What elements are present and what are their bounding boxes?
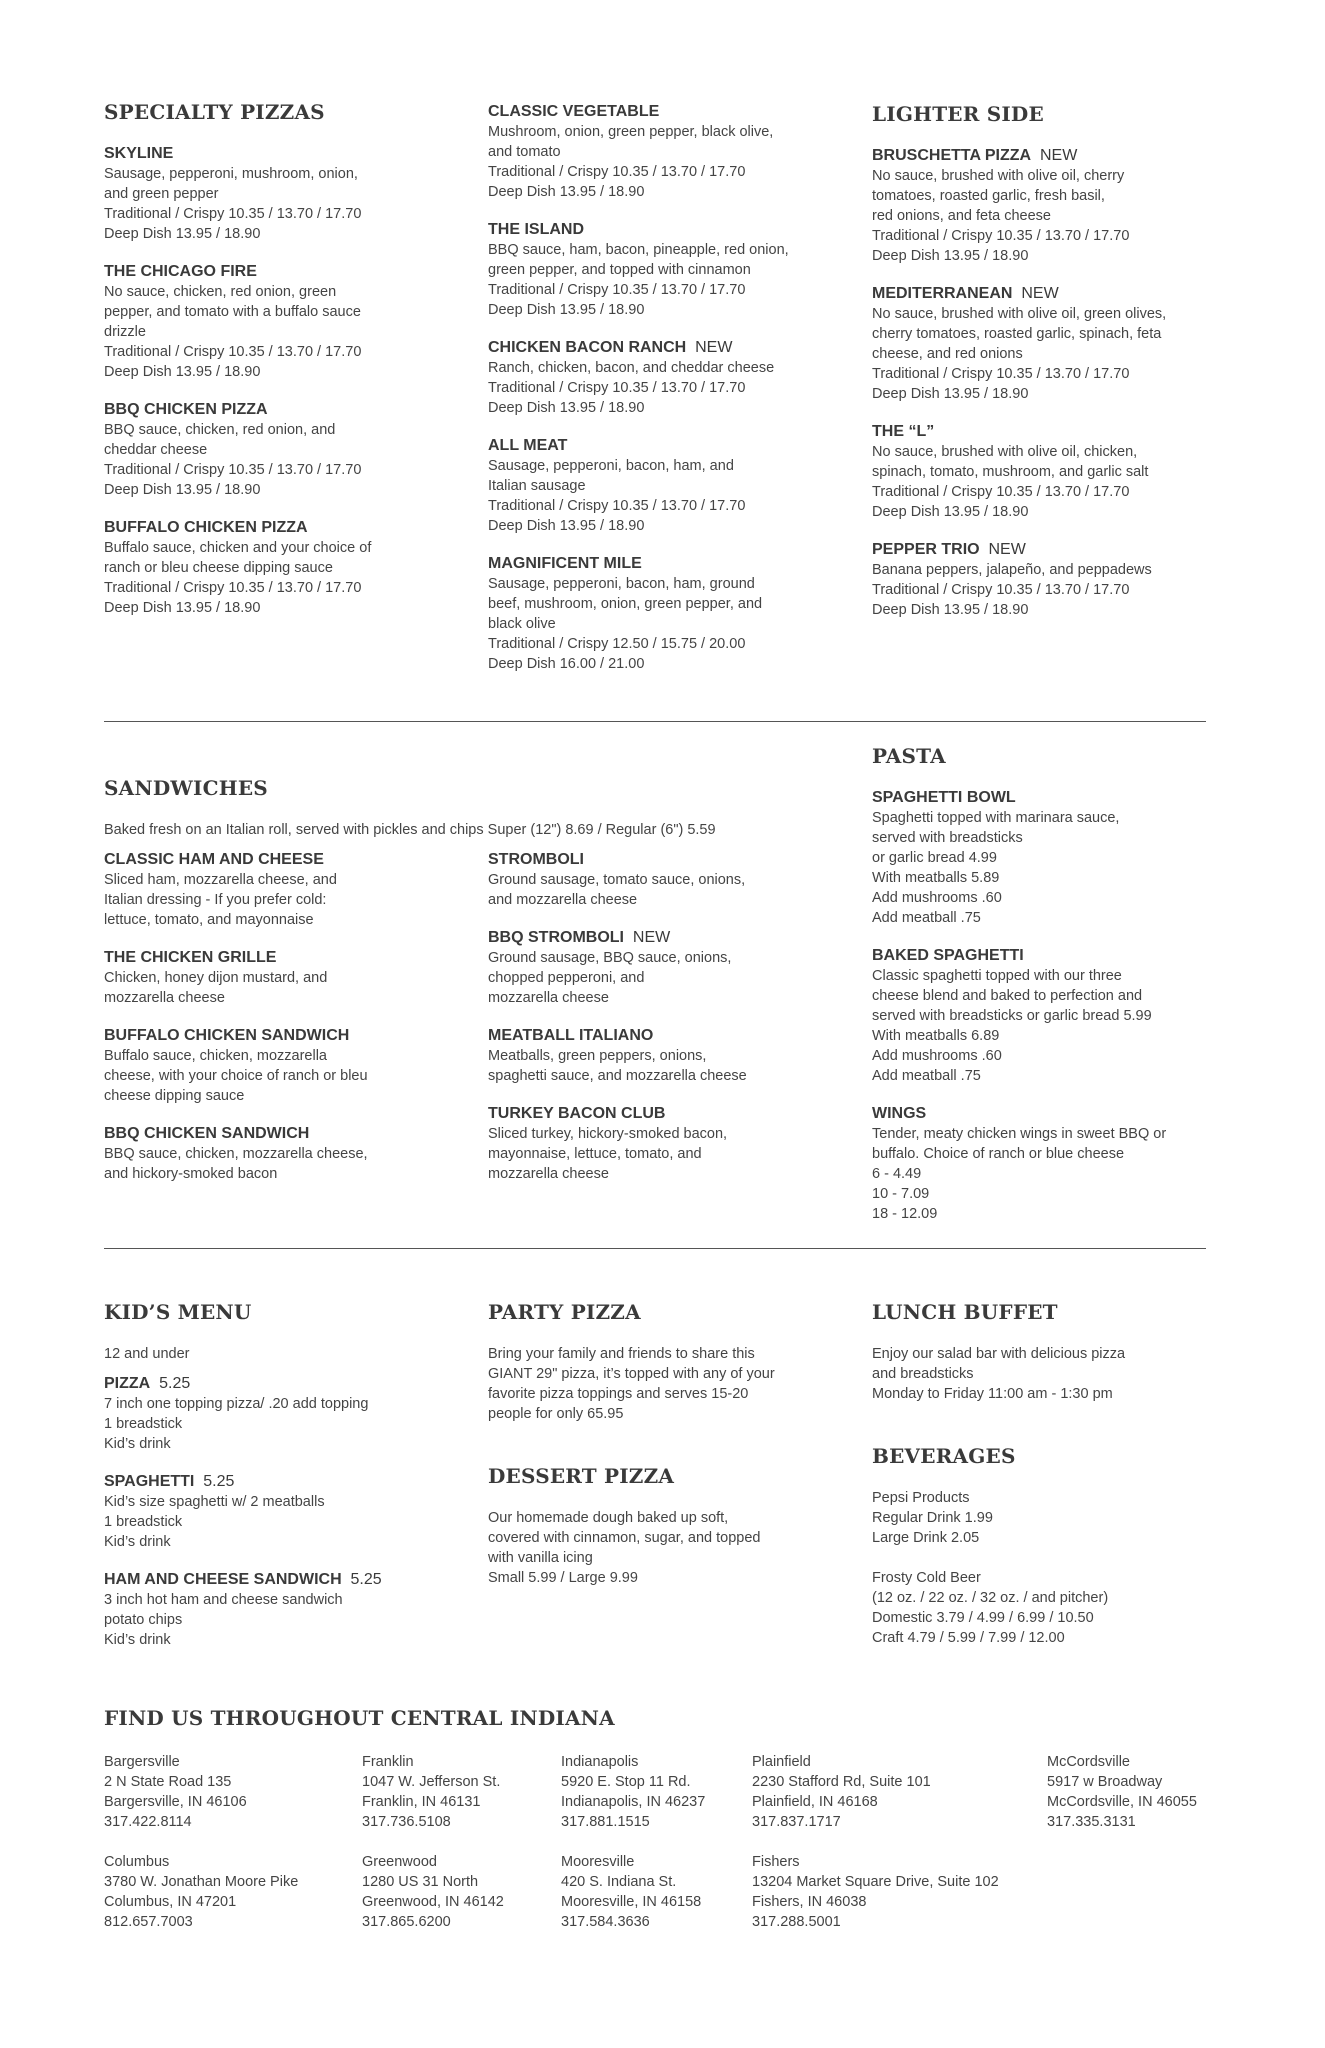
item-name: MEDITERRANEAN bbox=[872, 285, 1013, 302]
item-desc: Banana peppers, jalapeño, and peppadews bbox=[872, 562, 1152, 578]
item-name: BBQ CHICKEN SANDWICH bbox=[104, 1125, 310, 1142]
menu-item bbox=[104, 1472, 464, 1552]
menu-item bbox=[104, 1374, 464, 1454]
sandwiches-intro: Baked fresh on an Italian roll, served with pickles and chips Super (12") 8.69 / Regular (6") 5.59 bbox=[104, 822, 716, 838]
location-block: Franklin 1047 W. Jefferson St. Franklin, IN 46131 317.736.5108 bbox=[362, 1754, 501, 1830]
menu-item bbox=[488, 554, 848, 674]
item-name: THE CHICAGO FIRE bbox=[104, 263, 257, 280]
item-desc: 7 inch one topping pizza/ .20 add topping 1 breadstick Kid’s drink bbox=[104, 1396, 369, 1452]
item-name: CHICKEN BACON RANCH bbox=[488, 339, 687, 356]
specialty-pizzas-heading: SPECIALTY PIZZAS bbox=[104, 100, 325, 124]
menu-item bbox=[872, 284, 1232, 404]
new-badge: NEW bbox=[1021, 285, 1059, 302]
item-desc: BBQ sauce, chicken, red onion, and cheddar cheese bbox=[104, 422, 336, 458]
location-block: Indianapolis 5920 E. Stop 11 Rd. Indianapolis, IN 46237 317.881.1515 bbox=[561, 1754, 706, 1830]
menu-item bbox=[488, 850, 848, 910]
party-dessert-column bbox=[488, 1300, 848, 1588]
lighter-side-heading: LIGHTER SIDE bbox=[872, 102, 1044, 126]
item-price-deep: Deep Dish 13.95 / 18.90 bbox=[104, 482, 261, 498]
item-desc: Mushroom, onion, green pepper, black olive, and tomato bbox=[488, 124, 774, 160]
item-name-row bbox=[488, 928, 848, 948]
item-price-deep: Deep Dish 13.95 / 18.90 bbox=[872, 602, 1029, 618]
item-price: Traditional / Crispy 10.35 / 13.70 / 17.70 bbox=[488, 282, 746, 298]
item-name: SPAGHETTI BOWL bbox=[872, 789, 1016, 806]
item-price: Traditional / Crispy 10.35 / 13.70 / 17.70 bbox=[488, 380, 746, 396]
item-name-row bbox=[104, 1374, 464, 1394]
item-desc: Sausage, pepperoni, mushroom, onion, and green pepper bbox=[104, 166, 358, 202]
item-name: BAKED SPAGHETTI bbox=[872, 947, 1024, 964]
location-block: Bargersville 2 N State Road 135 Bargersville, IN 46106 317.422.8114 bbox=[104, 1754, 247, 1830]
item-desc: Ground sausage, tomato sauce, onions, and mozzarella cheese bbox=[488, 872, 746, 908]
item-price: Traditional / Crispy 10.35 / 13.70 / 17.70 bbox=[104, 580, 362, 596]
item-desc: 3 inch hot ham and cheese sandwich potato chips Kid’s drink bbox=[104, 1592, 343, 1648]
menu-item bbox=[872, 788, 1232, 928]
location-block: Columbus 3780 W. Jonathan Moore Pike Columbus, IN 47201 812.657.7003 bbox=[104, 1854, 299, 1930]
sandwiches-left-column bbox=[104, 850, 464, 1202]
item-name: CLASSIC HAM AND CHEESE bbox=[104, 851, 324, 868]
item-desc: Ranch, chicken, bacon, and cheddar cheese bbox=[488, 360, 775, 376]
menu-item bbox=[104, 262, 444, 382]
item-price: 5.25 bbox=[203, 1473, 235, 1490]
menu-item bbox=[872, 146, 1232, 266]
item-desc: Buffalo sauce, chicken, mozzarella cheese, with your choice of ranch or bleu cheese dipping sauce bbox=[104, 1048, 368, 1104]
menu-item bbox=[488, 338, 848, 418]
item-price: Traditional / Crispy 10.35 / 13.70 / 17.70 bbox=[872, 228, 1130, 244]
sandwiches-heading: SANDWICHES bbox=[104, 776, 268, 800]
item-name-row bbox=[104, 1570, 464, 1590]
location-block: Greenwood 1280 US 31 North Greenwood, IN 46142 317.865.6200 bbox=[362, 1854, 504, 1930]
menu-item bbox=[872, 1104, 1232, 1224]
item-desc: Chicken, honey dijon mustard, and mozzarella cheese bbox=[104, 970, 328, 1006]
item-price-deep: Deep Dish 13.95 / 18.90 bbox=[488, 302, 645, 318]
item-name: THE CHICKEN GRILLE bbox=[104, 949, 277, 966]
kids-menu-heading: KID’S MENU bbox=[104, 1300, 252, 1324]
menu-item bbox=[104, 144, 444, 244]
menu-item bbox=[488, 928, 848, 1008]
pasta-heading: PASTA bbox=[872, 744, 946, 768]
location-block: Plainfield 2230 Stafford Rd, Suite 101 Plainfield, IN 46168 317.837.1717 bbox=[752, 1754, 931, 1830]
sandwiches-right-column bbox=[488, 850, 848, 1202]
menu-item bbox=[104, 948, 464, 1008]
new-badge: NEW bbox=[632, 929, 671, 946]
item-desc: Classic spaghetti topped with our three cheese blend and baked to perfection and served with breadsticks or garlic bread 5.99 With meatballs 6.89 Add mushrooms .60 Add meatball .75 bbox=[872, 968, 1152, 1084]
item-price: Traditional / Crispy 10.35 / 13.70 / 17.70 bbox=[104, 462, 362, 478]
section-divider bbox=[104, 1248, 1206, 1249]
lunch-buffet-heading: LUNCH BUFFET bbox=[872, 1300, 1058, 1324]
item-desc: Sausage, pepperoni, bacon, ham, and Italian sausage bbox=[488, 458, 734, 494]
item-name: MAGNIFICENT MILE bbox=[488, 555, 642, 572]
item-name: TURKEY BACON CLUB bbox=[488, 1105, 666, 1122]
kids-menu-section bbox=[104, 1300, 464, 1668]
menu-item bbox=[488, 1026, 848, 1086]
item-price-deep: Deep Dish 13.95 / 18.90 bbox=[104, 226, 261, 242]
menu-item bbox=[104, 850, 464, 930]
dessert-pizza-heading: DESSERT PIZZA bbox=[488, 1464, 675, 1488]
menu-item bbox=[104, 1026, 464, 1106]
item-price-deep: Deep Dish 13.95 / 18.90 bbox=[104, 364, 261, 380]
item-name: HAM AND CHEESE SANDWICH bbox=[104, 1571, 342, 1588]
item-price-deep: Deep Dish 13.95 / 18.90 bbox=[872, 386, 1029, 402]
menu-item bbox=[488, 220, 848, 320]
item-price-deep: Deep Dish 13.95 / 18.90 bbox=[488, 400, 645, 416]
item-price: 5.25 bbox=[159, 1375, 191, 1392]
item-name: BUFFALO CHICKEN SANDWICH bbox=[104, 1027, 350, 1044]
item-desc: Buffalo sauce, chicken and your choice of ranch or bleu cheese dipping sauce bbox=[104, 540, 372, 576]
item-name: PEPPER TRIO bbox=[872, 541, 980, 558]
item-price: 5.25 bbox=[350, 1571, 382, 1588]
pasta-section bbox=[872, 744, 1232, 1242]
item-name: ALL MEAT bbox=[488, 437, 568, 454]
item-price: Traditional / Crispy 10.35 / 13.70 / 17.70 bbox=[488, 164, 746, 180]
location-block: Fishers 13204 Market Square Drive, Suite 102 Fishers, IN 46038 317.288.5001 bbox=[752, 1854, 999, 1930]
menu-item bbox=[104, 518, 444, 618]
specialty-pizzas-section bbox=[104, 100, 444, 636]
item-desc: Spaghetti topped with marinara sauce, served with breadsticks or garlic bread 4.99 With meatballs 5.89 Add mushrooms .60 Add meatball .75 bbox=[872, 810, 1120, 926]
item-price-deep: Deep Dish 13.95 / 18.90 bbox=[488, 518, 645, 534]
item-desc: No sauce, brushed with olive oil, chicken, spinach, tomato, mushroom, and garlic salt bbox=[872, 444, 1149, 480]
item-desc: Sliced turkey, hickory-smoked bacon, mayonnaise, lettuce, tomato, and mozzarella cheese bbox=[488, 1126, 728, 1182]
menu-item bbox=[104, 400, 444, 500]
item-desc: Tender, meaty chicken wings in sweet BBQ or buffalo. Choice of ranch or blue cheese 6 - 4.49 10 - 7.09 18 - 12.09 bbox=[872, 1126, 1167, 1222]
item-desc: Kid’s size spaghetti w/ 2 meatballs 1 breadstick Kid’s drink bbox=[104, 1494, 325, 1550]
item-desc: No sauce, chicken, red onion, green pepper, and tomato with a buffalo sauce drizzle bbox=[104, 284, 361, 340]
item-price-deep: Deep Dish 13.95 / 18.90 bbox=[872, 248, 1029, 264]
menu-item bbox=[104, 1570, 464, 1650]
item-price-deep: Deep Dish 13.95 / 18.90 bbox=[872, 504, 1029, 520]
location-block: McCordsville 5917 w Broadway McCordsville, IN 46055 317.335.3131 bbox=[1047, 1754, 1197, 1830]
item-name: STROMBOLI bbox=[488, 851, 584, 868]
party-pizza-desc: Bring your family and friends to share this GIANT 29" pizza, it’s topped with any of your favorite pizza toppings and serves 15-20 people for only 65.95 bbox=[488, 1346, 775, 1422]
item-name: THE “L” bbox=[872, 423, 935, 440]
item-name: SPAGHETTI bbox=[104, 1473, 195, 1490]
lunch-buffet-desc: Enjoy our salad bar with delicious pizza and breadsticks Monday to Friday 11:00 am - 1:30 pm bbox=[872, 1346, 1126, 1402]
new-badge: NEW bbox=[1040, 147, 1078, 164]
item-desc: BBQ sauce, chicken, mozzarella cheese, and hickory-smoked bacon bbox=[104, 1146, 368, 1182]
item-price: Traditional / Crispy 10.35 / 13.70 / 17.70 bbox=[488, 498, 746, 514]
item-name: BBQ CHICKEN PIZZA bbox=[104, 401, 268, 418]
lighter-side-section bbox=[872, 102, 1232, 638]
item-price-deep: Deep Dish 13.95 / 18.90 bbox=[104, 600, 261, 616]
new-badge: NEW bbox=[988, 541, 1026, 558]
item-desc: No sauce, brushed with olive oil, cherry tomatoes, roasted garlic, fresh basil, red onions, and feta cheese bbox=[872, 168, 1125, 224]
item-name-row bbox=[488, 338, 848, 358]
specialty-pizzas-continued bbox=[488, 102, 848, 692]
item-name: CLASSIC VEGETABLE bbox=[488, 103, 660, 120]
item-name: BBQ STROMBOLI bbox=[488, 929, 624, 946]
item-name: THE ISLAND bbox=[488, 221, 584, 238]
item-desc: Ground sausage, BBQ sauce, onions, chopped pepperoni, and mozzarella cheese bbox=[488, 950, 732, 1006]
item-desc: BBQ sauce, ham, bacon, pineapple, red onion, green pepper, and topped with cinnamon bbox=[488, 242, 789, 278]
menu-item bbox=[104, 1124, 464, 1184]
item-price: Traditional / Crispy 10.35 / 13.70 / 17.70 bbox=[872, 582, 1130, 598]
item-price: Traditional / Crispy 10.35 / 13.70 / 17.70 bbox=[104, 344, 362, 360]
party-pizza-heading: PARTY PIZZA bbox=[488, 1300, 641, 1324]
locations-heading: FIND US THROUGHOUT CENTRAL INDIANA bbox=[104, 1706, 615, 1730]
item-name-row bbox=[872, 540, 1232, 560]
item-price: Traditional / Crispy 10.35 / 13.70 / 17.70 bbox=[104, 206, 362, 222]
item-desc: Meatballs, green peppers, onions, spaghetti sauce, and mozzarella cheese bbox=[488, 1048, 747, 1084]
item-name: MEATBALL ITALIANO bbox=[488, 1027, 654, 1044]
menu-item bbox=[872, 422, 1232, 522]
new-badge: NEW bbox=[695, 339, 733, 356]
item-name-row bbox=[872, 146, 1232, 166]
beverages-pepsi: Pepsi Products Regular Drink 1.99 Large Drink 2.05 bbox=[872, 1490, 993, 1546]
item-price-deep: Deep Dish 13.95 / 18.90 bbox=[488, 184, 645, 200]
item-price: Traditional / Crispy 10.35 / 13.70 / 17.70 bbox=[872, 484, 1130, 500]
item-name: BRUSCHETTA PIZZA bbox=[872, 147, 1032, 164]
menu-item bbox=[872, 540, 1232, 620]
menu-item bbox=[488, 1104, 848, 1184]
item-name: SKYLINE bbox=[104, 145, 174, 162]
item-desc: Sausage, pepperoni, bacon, ham, ground beef, mushroom, onion, green pepper, and black olive bbox=[488, 576, 763, 632]
item-name: PIZZA bbox=[104, 1375, 151, 1392]
dessert-pizza-desc: Our homemade dough baked up soft, covered with cinnamon, sugar, and topped with vanilla icing Small 5.99 / Large 9.99 bbox=[488, 1510, 761, 1586]
item-name: WINGS bbox=[872, 1105, 927, 1122]
kids-intro: 12 and under bbox=[104, 1346, 190, 1362]
beverages-beer: Frosty Cold Beer (12 oz. / 22 oz. / 32 oz. / and pitcher) Domestic 3.79 / 4.99 / 6.99 / 10.50 Craft 4.79 / 5.99 / 7.99 / 12.00 bbox=[872, 1570, 1109, 1646]
item-price-deep: Deep Dish 16.00 / 21.00 bbox=[488, 656, 645, 672]
item-name: BUFFALO CHICKEN PIZZA bbox=[104, 519, 308, 536]
menu-item bbox=[488, 102, 848, 202]
location-block: Mooresville 420 S. Indiana St. Mooresville, IN 46158 317.584.3636 bbox=[561, 1854, 702, 1930]
buffet-beverages-column bbox=[872, 1300, 1232, 1648]
menu-item bbox=[872, 946, 1232, 1086]
item-price: Traditional / Crispy 10.35 / 13.70 / 17.70 bbox=[872, 366, 1130, 382]
section-divider bbox=[104, 721, 1206, 722]
item-desc: Sliced ham, mozzarella cheese, and Italian dressing - If you prefer cold: lettuce, tomato, and mayonnaise bbox=[104, 872, 337, 928]
item-name-row bbox=[104, 1472, 464, 1492]
item-price: Traditional / Crispy 12.50 / 15.75 / 20.00 bbox=[488, 636, 746, 652]
menu-item bbox=[488, 436, 848, 536]
beverages-heading: BEVERAGES bbox=[872, 1444, 1016, 1468]
sandwiches-section bbox=[104, 776, 844, 840]
item-name-row bbox=[872, 284, 1232, 304]
item-desc: No sauce, brushed with olive oil, green olives, cherry tomatoes, roasted garlic, spinach, feta cheese, and red onions bbox=[872, 306, 1167, 362]
